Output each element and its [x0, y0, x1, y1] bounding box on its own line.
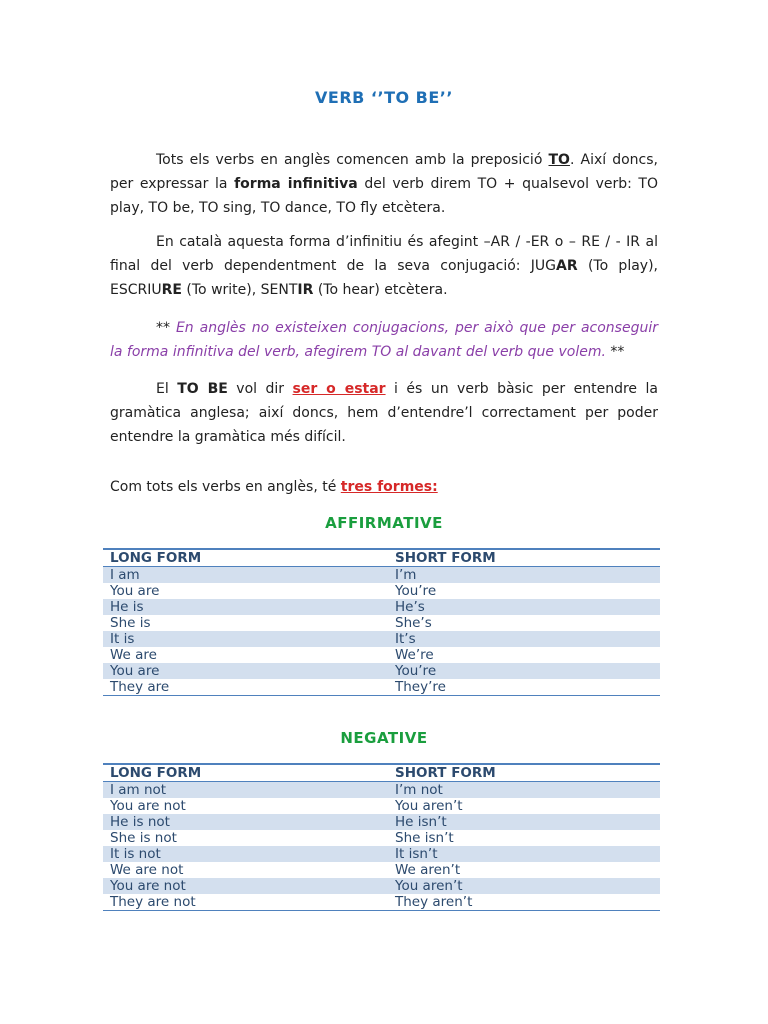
table-row: [103, 583, 660, 599]
table-row: [103, 647, 660, 663]
highlight-ser-estar: ser o estar: [292, 381, 386, 397]
paragraph-to-be: [110, 377, 658, 449]
table-row: [103, 830, 660, 846]
table-row: [103, 862, 660, 878]
text: vol dir: [227, 381, 293, 397]
long-form-cell: You are not: [103, 878, 388, 894]
page-title: VERB ‘’TO BE’’: [315, 88, 453, 107]
note-italic: En anglès no existeixen conjugacions, per això que per aconseguir la forma infinitiva del verb, afegirem TO al davant del verb que volem.: [110, 320, 658, 360]
short-form-cell: He isn’t: [388, 814, 660, 830]
paragraph-intro: [110, 148, 658, 220]
table-row: [103, 878, 660, 894]
highlight-tres-formes: tres formes:: [340, 479, 438, 495]
short-form-cell: It isn’t: [388, 846, 660, 862]
table-row: [103, 814, 660, 830]
long-form-cell: They are: [103, 679, 388, 696]
text: **: [605, 344, 625, 360]
table-row: [103, 846, 660, 862]
emphasis-ending: IR: [297, 282, 314, 298]
text: (To write), SENT: [181, 282, 298, 298]
short-form-cell: You’re: [388, 663, 660, 679]
short-form-cell: They’re: [388, 679, 660, 696]
long-form-cell: They are not: [103, 894, 388, 911]
header-short-form: SHORT FORM: [388, 764, 660, 782]
text: Tots els verbs en anglès comencen amb la preposició: [156, 152, 549, 168]
negative-table: [103, 763, 660, 911]
header-long-form: LONG FORM: [103, 549, 388, 567]
table-row: [103, 567, 660, 584]
long-form-cell: You are not: [110, 798, 186, 814]
text: . Així doncs, per expressar la: [110, 152, 658, 192]
long-form-cell: We are: [110, 647, 157, 663]
table-row: [103, 599, 660, 615]
short-form-cell: He’s: [388, 599, 660, 615]
paragraph-catalan: [110, 230, 658, 302]
long-form-cell: We are not: [110, 862, 184, 878]
negative-heading: NEGATIVE: [340, 729, 428, 747]
table-row: [103, 894, 660, 911]
emphasis-to-be: TO BE: [177, 381, 228, 397]
text: El: [156, 381, 178, 397]
long-form-cell: She is not: [110, 830, 177, 846]
long-form-cell: It is not: [103, 846, 388, 862]
table-row: [103, 782, 660, 799]
short-form-cell: You aren’t: [388, 878, 660, 894]
long-form-cell: You are: [110, 583, 160, 599]
header-short-form: SHORT FORM: [388, 549, 660, 567]
short-form-cell: It’s: [388, 631, 660, 647]
table-header-row: [103, 764, 660, 782]
long-form-cell: You are: [103, 663, 388, 679]
table-row: [103, 631, 660, 647]
affirmative-table: [103, 548, 660, 696]
text: **: [156, 320, 176, 336]
long-form-cell: He is: [103, 599, 388, 615]
short-form-cell: We’re: [395, 647, 434, 663]
emphasis-ending: RE: [161, 282, 182, 298]
long-form-cell: I am not: [103, 782, 388, 799]
emphasis-to: TO: [548, 152, 570, 168]
emphasis-infinitive: forma infinitiva: [234, 176, 358, 192]
long-form-cell: He is not: [103, 814, 388, 830]
text: Com tots els verbs en anglès, té: [110, 479, 341, 495]
long-form-cell: She is: [110, 615, 151, 631]
short-form-cell: We aren’t: [395, 862, 461, 878]
text: (To hear) etcètera.: [313, 282, 448, 298]
short-form-cell: I’m not: [388, 782, 660, 799]
short-form-cell: I’m: [388, 567, 660, 584]
paragraph-three-forms: [110, 475, 658, 499]
header-long-form: LONG FORM: [103, 764, 388, 782]
table-row: [103, 798, 660, 814]
table-row: [103, 615, 660, 631]
text: (To play), ESCRIU: [110, 258, 658, 298]
short-form-cell: They aren’t: [388, 894, 660, 911]
paragraph-note: [110, 316, 658, 364]
short-form-cell: She’s: [395, 615, 432, 631]
text: i és un verb bàsic per entendre la gramàtica anglesa; així doncs, hem d’entendre’l correctament per poder entendre la gramàtica més difícil.: [110, 381, 658, 445]
affirmative-heading: AFFIRMATIVE: [325, 514, 443, 532]
text: del verb direm TO + qualsevol verb: TO play, TO be, TO sing, TO dance, TO fly etcètera.: [110, 176, 658, 216]
long-form-cell: I am: [103, 567, 388, 584]
table-row: [103, 679, 660, 696]
short-form-cell: You aren’t: [395, 798, 463, 814]
long-form-cell: It is: [103, 631, 388, 647]
table-row: [103, 663, 660, 679]
emphasis-ending: AR: [556, 258, 578, 274]
table-header-row: [103, 549, 660, 567]
text: En català aquesta forma d’infinitiu és afegint –AR / -ER o – RE / - IR al final del verb dependentment de la seva conjugació: JUG: [110, 234, 658, 274]
short-form-cell: You’re: [395, 583, 437, 599]
short-form-cell: She isn’t: [395, 830, 454, 846]
